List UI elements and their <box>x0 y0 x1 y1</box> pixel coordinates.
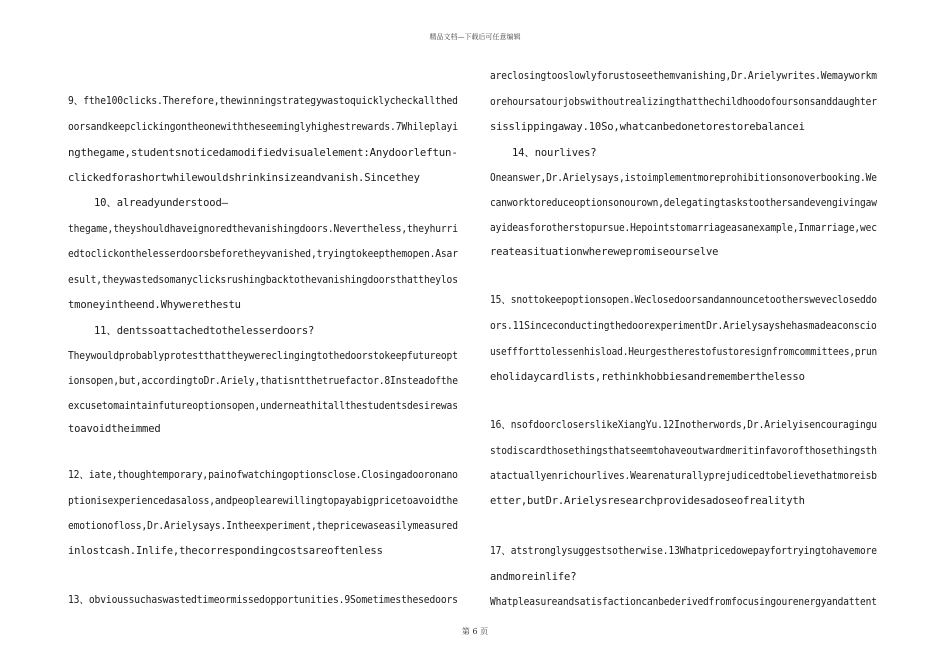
paragraph-line: Oneanswer,Dr.Arielysays,istoimplementmoreprohibitionsonoverbooking.We <box>490 172 877 184</box>
page-header: 精品文档—下载后可任意编辑 <box>429 33 521 41</box>
paragraph-line: excusetomaintainfutureoptionsopen,underneathitallthestudentsdesirewas <box>68 400 458 412</box>
paragraph-line: eholidaycardlists,rethinkhobbiesandrememberthelesso <box>490 371 805 383</box>
paragraph-line: ngthegame,studentsnoticedamodifiedvisualelement:Anydoorleftun- <box>68 147 458 159</box>
paragraph-line: inlostcash.Inlife,thecorrespondingcostsareoftenless <box>68 545 383 557</box>
paragraph-line: 12、iate,thoughtemporary,painofwatchingoptionsclose.Closingadooronano <box>68 469 458 481</box>
paragraph-line: 15、snottokeepoptionsopen.Weclosedoorsandannouncetootherswevecloseddo <box>490 294 877 306</box>
paragraph-line: 16、nsofdoorcloserslikeXiangYu.12Inotherwords,Dr.Arielyisencouragingu <box>490 419 877 431</box>
paragraph-line: Whatpleasureandsatisfactioncanbederivedfromfocusingourenergyandattent <box>490 596 877 608</box>
paragraph-line: toavoidtheimmed <box>68 423 161 435</box>
paragraph-line: Theywouldprobablyprotestthattheywereclingingtothedoorstokeepfutureopt <box>68 350 458 362</box>
paragraph-line: ors.11SinceconductingthedoorexperimentDr.Arielysayshehasmadeaconscio <box>490 320 877 332</box>
paragraph-line: 14、nourlives? <box>512 147 597 159</box>
paragraph-line: clickedforashortwhilewouldshrinkinsizeandvanish.Sincethey <box>68 172 420 184</box>
paragraph-line: stodiscardthosethingsthatseemtohaveoutwardmeritinfavorofthosethingsth <box>490 445 877 457</box>
paragraph-line: atactuallyenrichourlives.Wearenaturallyprejudicedtobelievethatmoreisb <box>490 470 877 482</box>
paragraph-line: andmoreinlife? <box>490 571 577 583</box>
paragraph-line: thegame,theyshouldhaveignoredthevanishingdoors.Nevertheless,theyhurri <box>68 223 458 235</box>
paragraph-line: etter,butDr.Arielysresearchprovidesadoseofrealityth <box>490 495 805 507</box>
paragraph-line: canworktoreduceoptionsonourown,delegatingtaskstoothersandevengivingaw <box>490 197 877 209</box>
paragraph-line: ionsopen,but,accordingtoDr.Ariely,thatisntthetruefactor.8Insteadofthe <box>68 375 458 387</box>
paragraph-line: reateasituationwherewepromiseourselve <box>490 246 719 258</box>
paragraph-line: useffforttolessenhisload.Heurgestherestofustoresignfromcommittees,prun <box>490 346 878 358</box>
paragraph-line: areclosingtooslowlyforustoseethemvanishing,Dr.Arielywrites.Wemayworkm <box>490 70 877 82</box>
paragraph-line: 10、alreadyunderstood— <box>94 197 228 209</box>
paragraph-line: sisslippingaway.10So,whatcanbedonetorestorebalancei <box>490 121 805 133</box>
paragraph-line: orehoursatourjobswithoutrealizingthatthechildhoodofoursonsanddaughter <box>490 96 877 108</box>
paragraph-line: esult,theywastedsomanyclicksrushingbacktothevanishingdoorsthattheylos <box>68 274 458 286</box>
paragraph-line: 13、obvioussuchaswastedtimeormissedopportunities.9Sometimesthesedoors <box>68 594 458 606</box>
paragraph-line: tmoneyintheend.Whywerethestu <box>68 299 241 311</box>
paragraph-line: ayideasforotherstopursue.Hepointstomarriageasanexample,Inmarriage,wec <box>490 222 877 234</box>
paragraph-line: 17、atstronglysuggestsotherwise.13Whatpricedowepayfortryingtohavemore <box>490 545 877 557</box>
paragraph-line: oorsandkeepclickingontheonewiththeseeminglyhighestrewards.7Whileplayi <box>68 121 458 133</box>
paragraph-line: edtoclickonthelesserdoorsbeforetheyvanished,tryingtokeepthemopen.Asar <box>68 248 458 260</box>
paragraph-line: 9、fthe100clicks.Therefore,thewinningstrategywastoquicklycheckallthed <box>68 95 458 107</box>
paragraph-line: ptionisexperiencedasaloss,andpeoplearewillingtopayabigpricetoavoidthe <box>68 495 458 507</box>
paragraph-line: emotionofloss,Dr.Arielysays.Intheexperiment,thepricewaseasilymeasured <box>68 520 458 532</box>
page-number: 第 6 页 <box>461 627 489 636</box>
paragraph-line: 11、dentssoattachedtothelesserdoors? <box>94 325 315 337</box>
